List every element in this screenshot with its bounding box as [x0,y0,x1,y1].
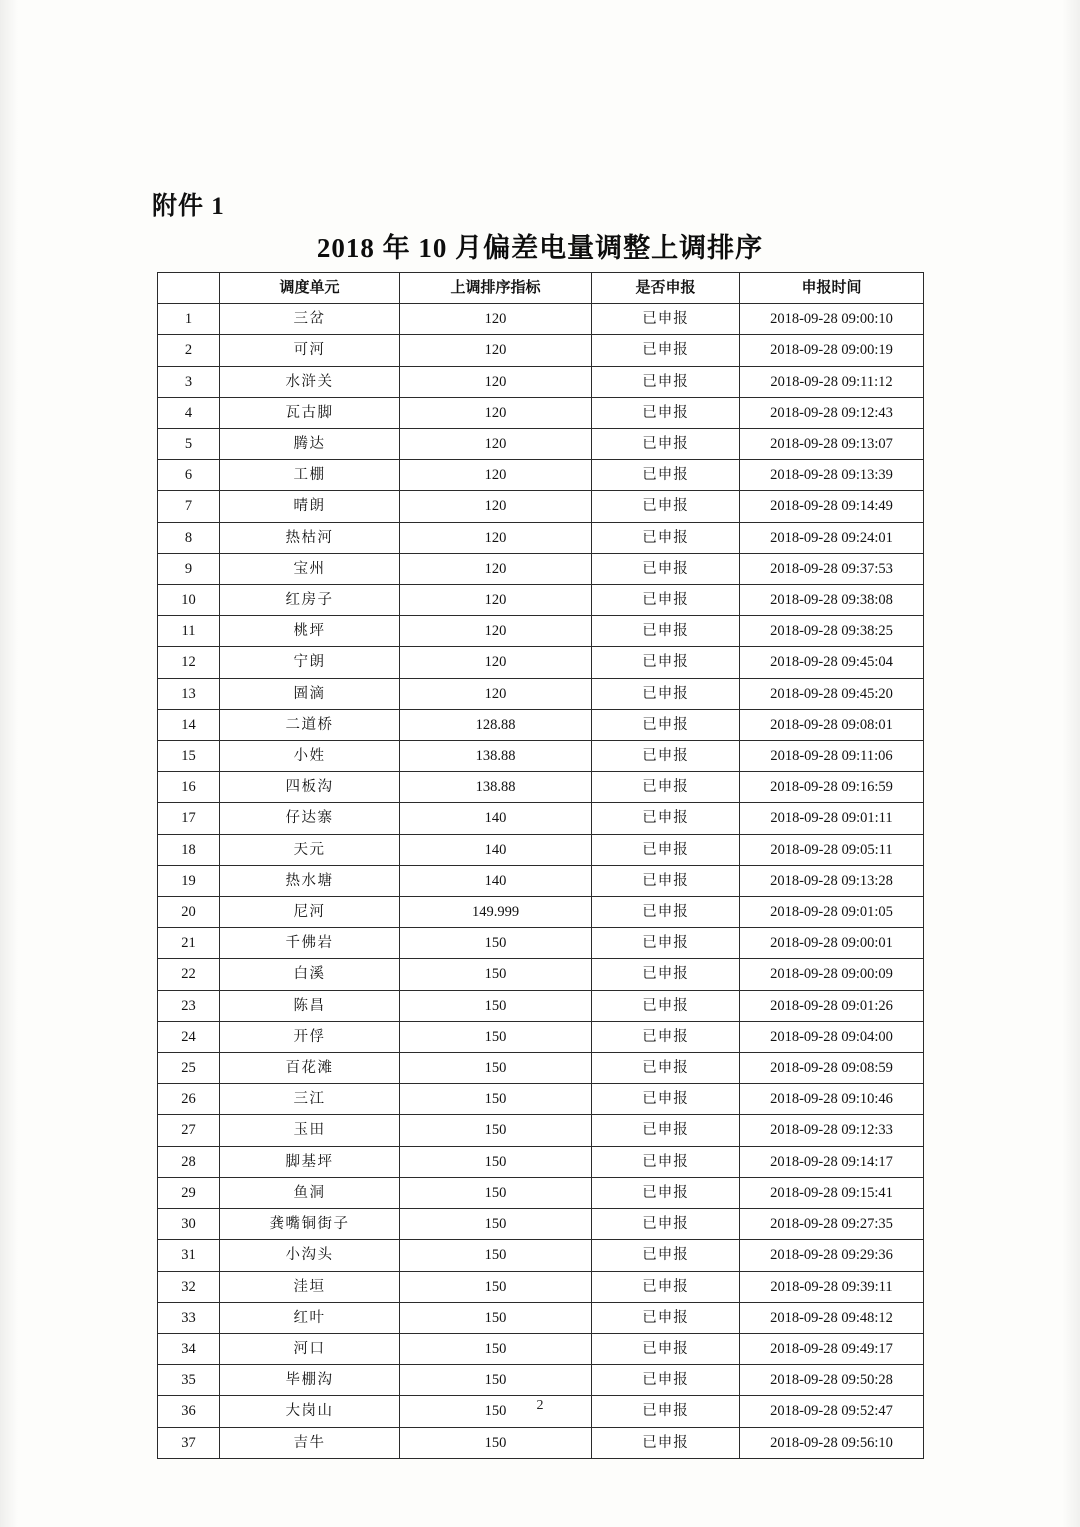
cell-unit: 宁朗 [220,647,400,678]
cell-declared: 已申报 [592,616,740,647]
cell-time: 2018-09-28 09:13:07 [740,429,924,460]
cell-time: 2018-09-28 09:01:26 [740,990,924,1021]
cell-declared: 已申报 [592,1021,740,1052]
table-row [158,803,924,834]
cell-index: 20 [158,897,220,928]
cell-score: 120 [400,647,592,678]
cell-unit: 白溪 [220,959,400,990]
cell-index: 37 [158,1427,220,1458]
cell-index: 1 [158,304,220,335]
cell-time: 2018-09-28 09:14:49 [740,491,924,522]
cell-time: 2018-09-28 09:27:35 [740,1209,924,1240]
cell-unit: 四板沟 [220,772,400,803]
cell-index: 22 [158,959,220,990]
table-row [158,397,924,428]
table-row [158,865,924,896]
cell-time: 2018-09-28 09:37:53 [740,553,924,584]
cell-index: 12 [158,647,220,678]
cell-score: 150 [400,1396,592,1427]
cell-index: 26 [158,1084,220,1115]
cell-declared: 已申报 [592,585,740,616]
cell-declared: 已申报 [592,397,740,428]
cell-unit: 玉田 [220,1115,400,1146]
cell-score: 140 [400,803,592,834]
cell-time: 2018-09-28 09:12:33 [740,1115,924,1146]
cell-score: 140 [400,865,592,896]
cell-index: 32 [158,1271,220,1302]
cell-unit: 可河 [220,335,400,366]
cell-declared: 已申报 [592,834,740,865]
cell-score: 120 [400,678,592,709]
table-row [158,772,924,803]
cell-score: 150 [400,928,592,959]
cell-time: 2018-09-28 09:00:19 [740,335,924,366]
cell-unit: 二道桥 [220,709,400,740]
cell-time: 2018-09-28 09:08:59 [740,1053,924,1084]
cell-score: 150 [400,1177,592,1208]
column-header-score: 上调排序指标 [400,273,592,304]
cell-index: 19 [158,865,220,896]
cell-index: 17 [158,803,220,834]
cell-index: 28 [158,1146,220,1177]
cell-declared: 已申报 [592,522,740,553]
cell-index: 6 [158,460,220,491]
cell-declared: 已申报 [592,1053,740,1084]
cell-unit: 桃坪 [220,616,400,647]
cell-declared: 已申报 [592,1084,740,1115]
cell-time: 2018-09-28 09:13:39 [740,460,924,491]
cell-score: 128.88 [400,709,592,740]
cell-declared: 已申报 [592,366,740,397]
cell-declared: 已申报 [592,335,740,366]
report-table [157,272,924,1459]
table-row [158,1053,924,1084]
cell-score: 150 [400,1115,592,1146]
cell-declared: 已申报 [592,741,740,772]
cell-time: 2018-09-28 09:39:11 [740,1271,924,1302]
cell-index: 30 [158,1209,220,1240]
cell-score: 120 [400,304,592,335]
cell-index: 18 [158,834,220,865]
cell-index: 23 [158,990,220,1021]
cell-time: 2018-09-28 09:38:25 [740,616,924,647]
cell-time: 2018-09-28 09:08:01 [740,709,924,740]
cell-time: 2018-09-28 09:13:28 [740,865,924,896]
cell-time: 2018-09-28 09:01:05 [740,897,924,928]
cell-score: 150 [400,1333,592,1364]
table-row [158,1271,924,1302]
table-row [158,647,924,678]
table-row [158,834,924,865]
cell-score: 120 [400,553,592,584]
cell-time: 2018-09-28 09:11:06 [740,741,924,772]
table-row [158,709,924,740]
cell-score: 138.88 [400,741,592,772]
cell-declared: 已申报 [592,678,740,709]
cell-index: 24 [158,1021,220,1052]
cell-declared: 已申报 [592,647,740,678]
cell-index: 35 [158,1365,220,1396]
cell-score: 150 [400,959,592,990]
cell-index: 15 [158,741,220,772]
cell-declared: 已申报 [592,928,740,959]
cell-index: 29 [158,1177,220,1208]
cell-score: 150 [400,1084,592,1115]
cell-score: 150 [400,990,592,1021]
cell-declared: 已申报 [592,553,740,584]
table-row [158,616,924,647]
table-body [158,304,924,1459]
cell-time: 2018-09-28 09:01:11 [740,803,924,834]
cell-index: 5 [158,429,220,460]
cell-score: 138.88 [400,772,592,803]
cell-declared: 已申报 [592,1365,740,1396]
cell-declared: 已申报 [592,1333,740,1364]
cell-time: 2018-09-28 09:24:01 [740,522,924,553]
cell-time: 2018-09-28 09:15:41 [740,1177,924,1208]
cell-score: 150 [400,1240,592,1271]
cell-score: 149.999 [400,897,592,928]
cell-unit: 千佛岩 [220,928,400,959]
table-row [158,1021,924,1052]
table-row [158,1240,924,1271]
cell-score: 120 [400,366,592,397]
cell-score: 150 [400,1021,592,1052]
cell-index: 2 [158,335,220,366]
column-header-time: 申报时间 [740,273,924,304]
column-header-unit: 调度单元 [220,273,400,304]
cell-declared: 已申报 [592,1146,740,1177]
cell-index: 3 [158,366,220,397]
table-row [158,585,924,616]
table-row [158,553,924,584]
cell-declared: 已申报 [592,1427,740,1458]
cell-index: 27 [158,1115,220,1146]
cell-score: 120 [400,616,592,647]
attachment-label: 附件 1 [152,193,225,220]
cell-score: 150 [400,1302,592,1333]
table-row [158,928,924,959]
cell-score: 120 [400,491,592,522]
cell-unit: 天元 [220,834,400,865]
cell-index: 4 [158,397,220,428]
cell-declared: 已申报 [592,990,740,1021]
cell-unit: 宝州 [220,553,400,584]
cell-unit: 鱼洞 [220,1177,400,1208]
cell-unit: 三江 [220,1084,400,1115]
table-row [158,1365,924,1396]
cell-score: 150 [400,1365,592,1396]
cell-index: 8 [158,522,220,553]
cell-unit: 红叶 [220,1302,400,1333]
cell-unit: 大岗山 [220,1396,400,1427]
table-row [158,959,924,990]
table-row [158,304,924,335]
cell-unit: 热水塘 [220,865,400,896]
cell-unit: 百花滩 [220,1053,400,1084]
cell-score: 120 [400,585,592,616]
table-row [158,1209,924,1240]
cell-time: 2018-09-28 09:04:00 [740,1021,924,1052]
cell-unit: 河口 [220,1333,400,1364]
cell-time: 2018-09-28 09:00:10 [740,304,924,335]
table-row [158,429,924,460]
cell-declared: 已申报 [592,429,740,460]
cell-unit: 三岔 [220,304,400,335]
cell-score: 120 [400,522,592,553]
table-row [158,366,924,397]
table-row [158,990,924,1021]
cell-declared: 已申报 [592,491,740,522]
cell-score: 150 [400,1427,592,1458]
cell-declared: 已申报 [592,772,740,803]
cell-score: 150 [400,1209,592,1240]
cell-score: 120 [400,429,592,460]
cell-unit: 红房子 [220,585,400,616]
cell-score: 150 [400,1146,592,1177]
cell-unit: 小姓 [220,741,400,772]
cell-declared: 已申报 [592,460,740,491]
table-row [158,1302,924,1333]
cell-unit: 龚嘴铜街子 [220,1209,400,1240]
cell-unit: 尼河 [220,897,400,928]
cell-time: 2018-09-28 09:50:28 [740,1365,924,1396]
cell-index: 14 [158,709,220,740]
cell-declared: 已申报 [592,1177,740,1208]
cell-time: 2018-09-28 09:12:43 [740,397,924,428]
cell-time: 2018-09-28 09:00:09 [740,959,924,990]
cell-unit: 吉牛 [220,1427,400,1458]
cell-unit: 水浒关 [220,366,400,397]
column-header-declared: 是否申报 [592,273,740,304]
cell-time: 2018-09-28 09:10:46 [740,1084,924,1115]
cell-time: 2018-09-28 09:56:10 [740,1427,924,1458]
cell-declared: 已申报 [592,1302,740,1333]
table-row [158,1333,924,1364]
cell-index: 21 [158,928,220,959]
cell-score: 140 [400,834,592,865]
cell-time: 2018-09-28 09:52:47 [740,1396,924,1427]
cell-index: 33 [158,1302,220,1333]
cell-time: 2018-09-28 09:00:01 [740,928,924,959]
cell-unit: 腾达 [220,429,400,460]
cell-index: 10 [158,585,220,616]
table-row [158,1115,924,1146]
cell-unit: 陈昌 [220,990,400,1021]
cell-index: 31 [158,1240,220,1271]
table-row [158,741,924,772]
cell-declared: 已申报 [592,803,740,834]
report-table-container [157,272,923,1459]
table-header [158,273,924,304]
cell-declared: 已申报 [592,709,740,740]
cell-index: 25 [158,1053,220,1084]
table-header-row [158,273,924,304]
cell-declared: 已申报 [592,1271,740,1302]
cell-unit: 洼垣 [220,1271,400,1302]
cell-index: 9 [158,553,220,584]
cell-time: 2018-09-28 09:11:12 [740,366,924,397]
cell-unit: 晴朗 [220,491,400,522]
cell-unit: 仔达寨 [220,803,400,834]
cell-index: 34 [158,1333,220,1364]
column-header-index [158,273,220,304]
table-row [158,491,924,522]
table-row [158,522,924,553]
cell-unit: 小沟头 [220,1240,400,1271]
cell-declared: 已申报 [592,1209,740,1240]
table-row [158,678,924,709]
cell-declared: 已申报 [592,1396,740,1427]
table-row [158,460,924,491]
cell-declared: 已申报 [592,1240,740,1271]
cell-index: 36 [158,1396,220,1427]
cell-unit: 开俘 [220,1021,400,1052]
cell-time: 2018-09-28 09:45:20 [740,678,924,709]
table-row [158,1427,924,1458]
page-number: 2 [536,1398,544,1413]
table-row [158,335,924,366]
cell-time: 2018-09-28 09:05:11 [740,834,924,865]
cell-index: 13 [158,678,220,709]
cell-declared: 已申报 [592,865,740,896]
cell-declared: 已申报 [592,897,740,928]
cell-unit: 瓦古脚 [220,397,400,428]
cell-time: 2018-09-28 09:38:08 [740,585,924,616]
cell-unit: 工棚 [220,460,400,491]
cell-score: 120 [400,397,592,428]
cell-unit: 圄滴 [220,678,400,709]
cell-score: 120 [400,335,592,366]
cell-unit: 脚基坪 [220,1146,400,1177]
cell-declared: 已申报 [592,1115,740,1146]
cell-score: 120 [400,460,592,491]
cell-declared: 已申报 [592,959,740,990]
cell-unit: 毕棚沟 [220,1365,400,1396]
cell-score: 150 [400,1271,592,1302]
cell-time: 2018-09-28 09:29:36 [740,1240,924,1271]
cell-unit: 热枯河 [220,522,400,553]
table-row [158,1177,924,1208]
table-row [158,1084,924,1115]
cell-index: 11 [158,616,220,647]
cell-time: 2018-09-28 09:14:17 [740,1146,924,1177]
table-row [158,1146,924,1177]
cell-time: 2018-09-28 09:45:04 [740,647,924,678]
cell-index: 16 [158,772,220,803]
cell-score: 150 [400,1053,592,1084]
cell-time: 2018-09-28 09:16:59 [740,772,924,803]
page-title: 2018 年 10 月偏差电量调整上调排序 [316,233,764,263]
cell-time: 2018-09-28 09:48:12 [740,1302,924,1333]
cell-time: 2018-09-28 09:49:17 [740,1333,924,1364]
cell-index: 7 [158,491,220,522]
cell-declared: 已申报 [592,304,740,335]
table-row [158,897,924,928]
